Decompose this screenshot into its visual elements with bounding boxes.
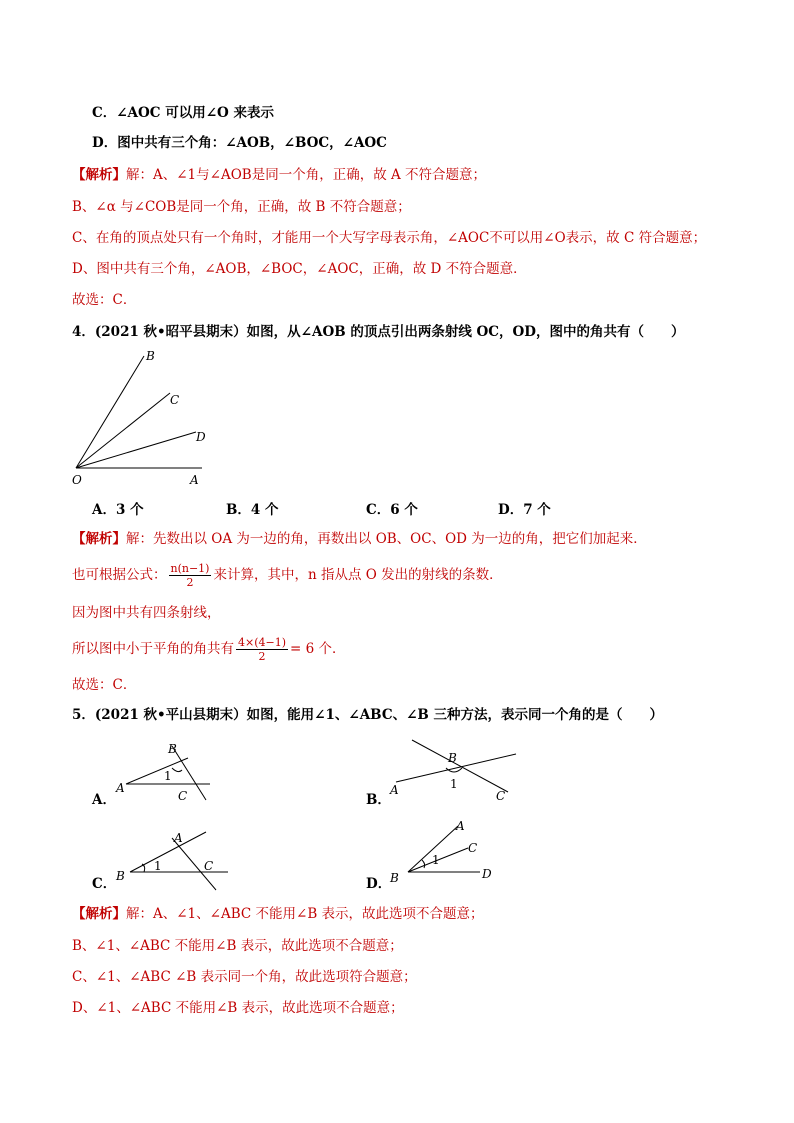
q4-stem: 4．(2021 秋•昭平县期末）如图，从∠AOB 的顶点引出两条射线 OC，OD，图中的角共有（ ） bbox=[72, 324, 685, 340]
q5-solution-line-2: B、∠1、∠ABC 不能用∠B 表示，故此选项不合题意； bbox=[72, 938, 403, 954]
formula-fraction: $\frac{n(n-1)}{2}$ bbox=[170, 562, 210, 589]
label-a: A bbox=[456, 819, 465, 833]
q4-answer: 故选：C． bbox=[72, 677, 137, 693]
q5-option-a-label: A． bbox=[92, 792, 116, 808]
q4-option-c: C．6 个 bbox=[366, 502, 418, 518]
label-a: A bbox=[174, 831, 183, 845]
q3-solution-line-3: C、在角的顶点处只有一个角时，才能用一个大写字母表示角，∠AOC不可以用∠O表示，故 C 符合题意； bbox=[72, 230, 707, 246]
q4-solution-line-4: 所以图中小于平角的角共有 $\frac{4\times(4-1)}{2}$ = 6 个． bbox=[72, 636, 346, 663]
q3-solution-line-2: B、∠α 与∠COB是同一个角，正确，故 B 不符合题意； bbox=[72, 199, 411, 215]
q3-option-c: C．∠AOC 可以用∠O 来表示 bbox=[92, 105, 275, 121]
q4-solution-line-3: 因为图中共有四条射线， bbox=[72, 605, 221, 621]
calc-fraction: $\frac{4\times(4-1)}{2}$ bbox=[238, 636, 287, 663]
q5-figure-b bbox=[388, 736, 528, 806]
q5-figure-a bbox=[112, 738, 222, 808]
label-c: C bbox=[204, 859, 214, 873]
q5-figure-c bbox=[112, 826, 232, 896]
label-b: B bbox=[168, 742, 177, 756]
label-1: 1 bbox=[154, 859, 162, 873]
label-c: C bbox=[496, 789, 506, 803]
q3-answer: 故选：C． bbox=[72, 292, 137, 308]
label-b: B bbox=[390, 871, 399, 885]
label-a: A bbox=[190, 473, 199, 487]
q4-solution-line-2: 也可根据公式： $\frac{n(n-1)}{2}$ 来计算，其中，n 指从点 O 发出的射线的条数． bbox=[72, 562, 503, 589]
label-b: B bbox=[146, 349, 155, 363]
q4-option-b: B．4 个 bbox=[226, 502, 279, 518]
q5-solution-line-1: 【解析】解：A、∠1、∠ABC 不能用∠B 表示，故此选项不合题意； bbox=[72, 906, 484, 922]
q5-figure-d bbox=[388, 816, 508, 886]
solution-tag: 【解析】 bbox=[72, 167, 126, 183]
q4-option-d: D．7 个 bbox=[498, 502, 551, 518]
label-d: D bbox=[482, 867, 492, 881]
label-c: C bbox=[468, 841, 478, 855]
q4-solution-line-1: 【解析】解：先数出以 OA 为一边的角，再数出以 OB、OC、OD 为一边的角，把它们加起来． bbox=[72, 531, 647, 547]
q5-stem: 5．(2021 秋•平山县期末）如图，能用∠1、∠ABC、∠B 三种方法，表示同一个角的是（ ） bbox=[72, 707, 663, 723]
q5-solution-line-3: C、∠1、∠ABC ∠B 表示同一个角，故此选项符合题意； bbox=[72, 969, 417, 985]
q3-solution-line-1: 【解析】解：A、∠1与∠AOB是同一个角，正确，故 A 不符合题意； bbox=[72, 167, 487, 183]
q3-option-d: D．图中共有三个角：∠AOB，∠BOC，∠AOC bbox=[92, 135, 387, 151]
q5-option-d-label: D． bbox=[366, 876, 392, 892]
label-c: C bbox=[178, 789, 188, 803]
label-a: A bbox=[390, 783, 399, 797]
label-1: 1 bbox=[164, 769, 172, 783]
label-b: B bbox=[116, 869, 125, 883]
label-1: 1 bbox=[450, 777, 458, 791]
q5-option-b-label: B． bbox=[366, 792, 391, 808]
q4-option-a: A．3 个 bbox=[92, 502, 144, 518]
q3-solution-line-4: D、图中共有三个角，∠AOB，∠BOC，∠AOC，正确，故 D 不符合题意． bbox=[72, 261, 527, 277]
label-b: B bbox=[448, 751, 457, 765]
label-d: D bbox=[196, 430, 206, 444]
ray-oc bbox=[76, 393, 170, 468]
label-c: C bbox=[170, 393, 180, 407]
q4-angle-figure bbox=[60, 348, 220, 488]
ray-ob bbox=[76, 356, 144, 468]
label-o: O bbox=[72, 473, 82, 487]
q5-solution-line-4: D、∠1、∠ABC 不能用∠B 表示，故此选项不合题意； bbox=[72, 1000, 404, 1016]
label-1: 1 bbox=[432, 853, 440, 867]
label-a: A bbox=[116, 781, 125, 795]
q5-option-c-label: C． bbox=[92, 876, 117, 892]
